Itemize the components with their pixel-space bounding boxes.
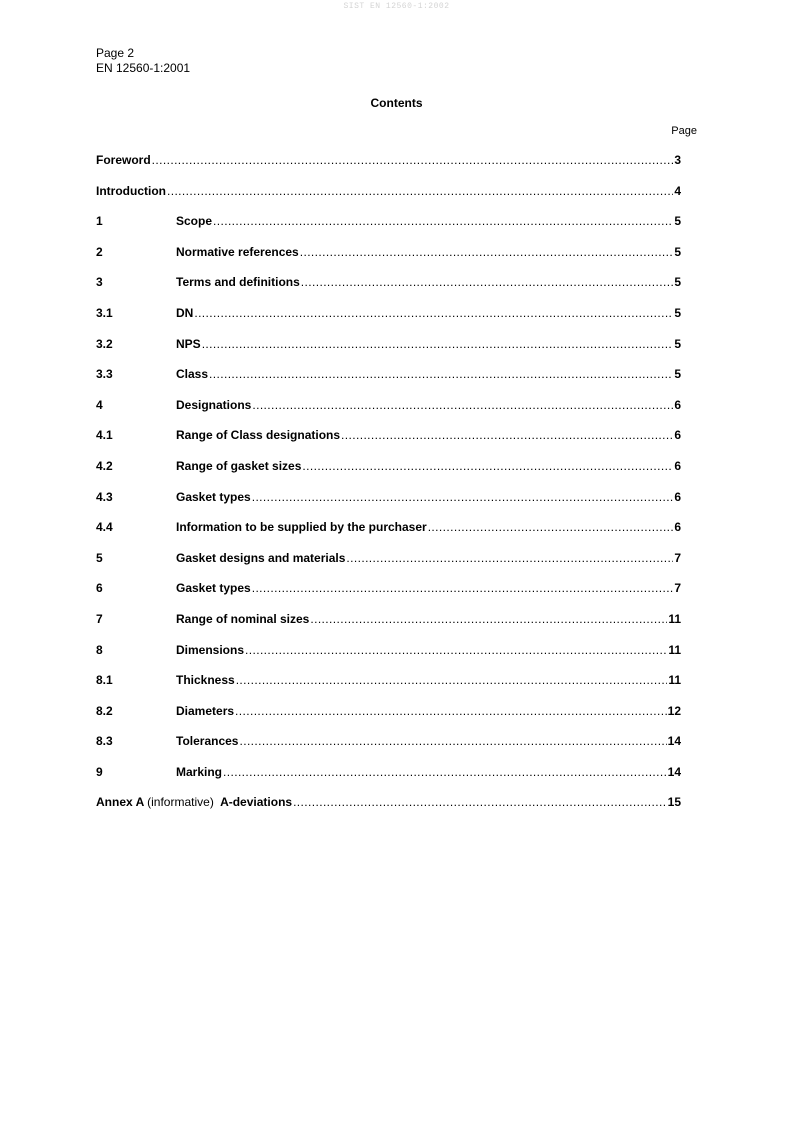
toc-dot-leader <box>239 734 666 748</box>
toc-entry-number: 3 <box>96 275 103 290</box>
toc-entry-title: Gasket designs and materials <box>176 550 346 565</box>
document-id: EN 12560-1:2001 <box>96 61 191 75</box>
toc-entry-page: 6 <box>674 428 681 443</box>
toc-dot-leader <box>213 214 673 228</box>
toc-entry-9[interactable] <box>96 765 681 796</box>
toc-dot-leader <box>252 490 674 504</box>
toc-entry-number: 8.3 <box>96 734 113 749</box>
toc-entry-page: 12 <box>667 703 681 718</box>
toc-entry-title: Terms and definitions <box>176 275 300 290</box>
toc-dot-leader <box>346 551 673 565</box>
toc-entry-page: 5 <box>674 214 681 229</box>
toc-dot-leader <box>252 581 674 595</box>
toc-entry-page: 5 <box>674 305 681 320</box>
toc-entry-page: 6 <box>674 520 681 535</box>
toc-dot-leader <box>202 337 674 351</box>
toc-entry-page: 5 <box>674 336 681 351</box>
toc-entry-page: 11 <box>668 642 681 657</box>
toc-entry-title: Range of gasket sizes <box>176 458 302 473</box>
toc-entry-page: 14 <box>667 734 681 749</box>
toc-entry-number: 2 <box>96 244 103 259</box>
toc-entry-3-2[interactable] <box>96 337 681 368</box>
toc-entry-title: Class <box>176 367 209 382</box>
toc-dot-leader <box>236 673 668 687</box>
page-number-label: Page 2 <box>96 46 135 60</box>
toc-entry-number: 1 <box>96 214 103 229</box>
toc-entry-page: 5 <box>674 244 681 259</box>
toc-entry-title: Designations <box>176 397 252 412</box>
toc-dot-leader <box>300 245 674 259</box>
toc-entry-7[interactable] <box>96 612 681 643</box>
watermark: SIST EN 12560-1:2002 <box>343 2 450 11</box>
toc-entry-number: 4.1 <box>96 428 113 443</box>
toc-dot-leader <box>235 704 667 718</box>
toc-entry-8-1[interactable] <box>96 673 681 704</box>
toc-entry-page: 11 <box>668 673 681 688</box>
toc-entry-3-1[interactable] <box>96 306 681 337</box>
toc-entry-title <box>96 795 292 809</box>
toc-entry-title: Thickness <box>176 673 235 688</box>
toc-entry-3-3[interactable] <box>96 367 681 398</box>
toc-entry-number: 4.2 <box>96 458 113 473</box>
toc-entry-2[interactable] <box>96 245 681 276</box>
toc-dot-leader <box>223 765 667 779</box>
toc-dot-leader <box>209 367 673 381</box>
toc-dot-leader <box>301 275 674 289</box>
toc-entry-page: 6 <box>674 489 681 504</box>
table-of-contents <box>96 153 681 826</box>
toc-entry-page: 5 <box>674 367 681 382</box>
toc-entry-page: 7 <box>674 550 681 565</box>
toc-entry-number: 3.3 <box>96 367 113 382</box>
toc-entry-foreword[interactable] <box>96 153 681 184</box>
toc-entry-page: 15 <box>667 795 681 810</box>
toc-entry-3[interactable] <box>96 275 681 306</box>
toc-entry-4-1[interactable] <box>96 428 681 459</box>
toc-entry-title: Dimensions <box>176 642 245 657</box>
toc-entry-title: Information to be supplied by the purchaser <box>176 520 427 535</box>
annex-label: Annex A <box>96 795 144 810</box>
toc-dot-leader <box>428 520 674 534</box>
toc-entry-number: 8.2 <box>96 703 113 718</box>
toc-entry-title: Introduction <box>96 183 166 198</box>
toc-entry-title: NPS <box>176 336 201 351</box>
toc-dot-leader <box>341 428 673 442</box>
toc-dot-leader <box>194 306 673 320</box>
toc-entry-number: 4 <box>96 397 103 412</box>
toc-entry-number: 9 <box>96 764 103 779</box>
toc-dot-leader <box>293 795 667 809</box>
toc-entry-8[interactable] <box>96 643 681 674</box>
toc-entry-number: 8 <box>96 642 103 657</box>
toc-entry-page: 7 <box>674 581 681 596</box>
toc-entry-1[interactable] <box>96 214 681 245</box>
toc-entry-title: Range of nominal sizes <box>176 611 310 626</box>
toc-dot-leader <box>167 184 673 198</box>
toc-entry-page: 5 <box>674 275 681 290</box>
toc-entry-number: 6 <box>96 581 103 596</box>
toc-entry-4-2[interactable] <box>96 459 681 490</box>
toc-entry-annex-a[interactable] <box>96 795 681 826</box>
toc-entry-page: 3 <box>674 153 681 167</box>
toc-entry-8-2[interactable] <box>96 704 681 735</box>
toc-dot-leader <box>245 643 667 657</box>
toc-dot-leader <box>302 459 673 473</box>
toc-entry-page: 14 <box>667 764 681 779</box>
toc-entry-title: Marking <box>176 764 223 779</box>
toc-dot-leader <box>152 153 674 167</box>
toc-entry-6[interactable] <box>96 581 681 612</box>
toc-entry-4[interactable] <box>96 398 681 429</box>
toc-entry-number: 4.4 <box>96 520 113 535</box>
toc-dot-leader <box>252 398 673 412</box>
toc-entry-number: 8.1 <box>96 673 113 688</box>
page-column-label: Page <box>671 125 697 137</box>
toc-entry-page: 11 <box>668 611 681 626</box>
toc-entry-8-3[interactable] <box>96 734 681 765</box>
toc-entry-title: Tolerances <box>176 734 239 749</box>
annex-title: A-deviations <box>220 795 293 810</box>
toc-entry-title: Diameters <box>176 703 235 718</box>
toc-entry-4-4[interactable] <box>96 520 681 551</box>
toc-entry-number: 5 <box>96 550 103 565</box>
toc-entry-introduction[interactable] <box>96 184 681 215</box>
toc-entry-title: Foreword <box>96 153 151 167</box>
toc-entry-number: 3.2 <box>96 336 113 351</box>
toc-entry-title: Scope <box>176 214 213 229</box>
toc-entry-title: Normative references <box>176 244 299 259</box>
toc-entry-5[interactable] <box>96 551 681 582</box>
annex-qualifier: (informative) <box>147 795 214 810</box>
toc-dot-leader <box>310 612 667 626</box>
toc-entry-title: DN <box>176 305 194 320</box>
contents-title: Contents <box>370 96 423 110</box>
page-header <box>96 46 190 76</box>
toc-entry-number: 7 <box>96 611 103 626</box>
toc-entry-number: 4.3 <box>96 489 113 504</box>
toc-entry-page: 6 <box>674 397 681 412</box>
toc-entry-title: Gasket types <box>176 489 251 504</box>
toc-entry-4-3[interactable] <box>96 490 681 521</box>
toc-entry-title: Range of Class designations <box>176 428 341 443</box>
toc-entry-page: 6 <box>674 458 681 473</box>
toc-entry-page: 4 <box>674 183 681 198</box>
toc-entry-title: Gasket types <box>176 581 251 596</box>
toc-entry-number: 3.1 <box>96 305 113 320</box>
